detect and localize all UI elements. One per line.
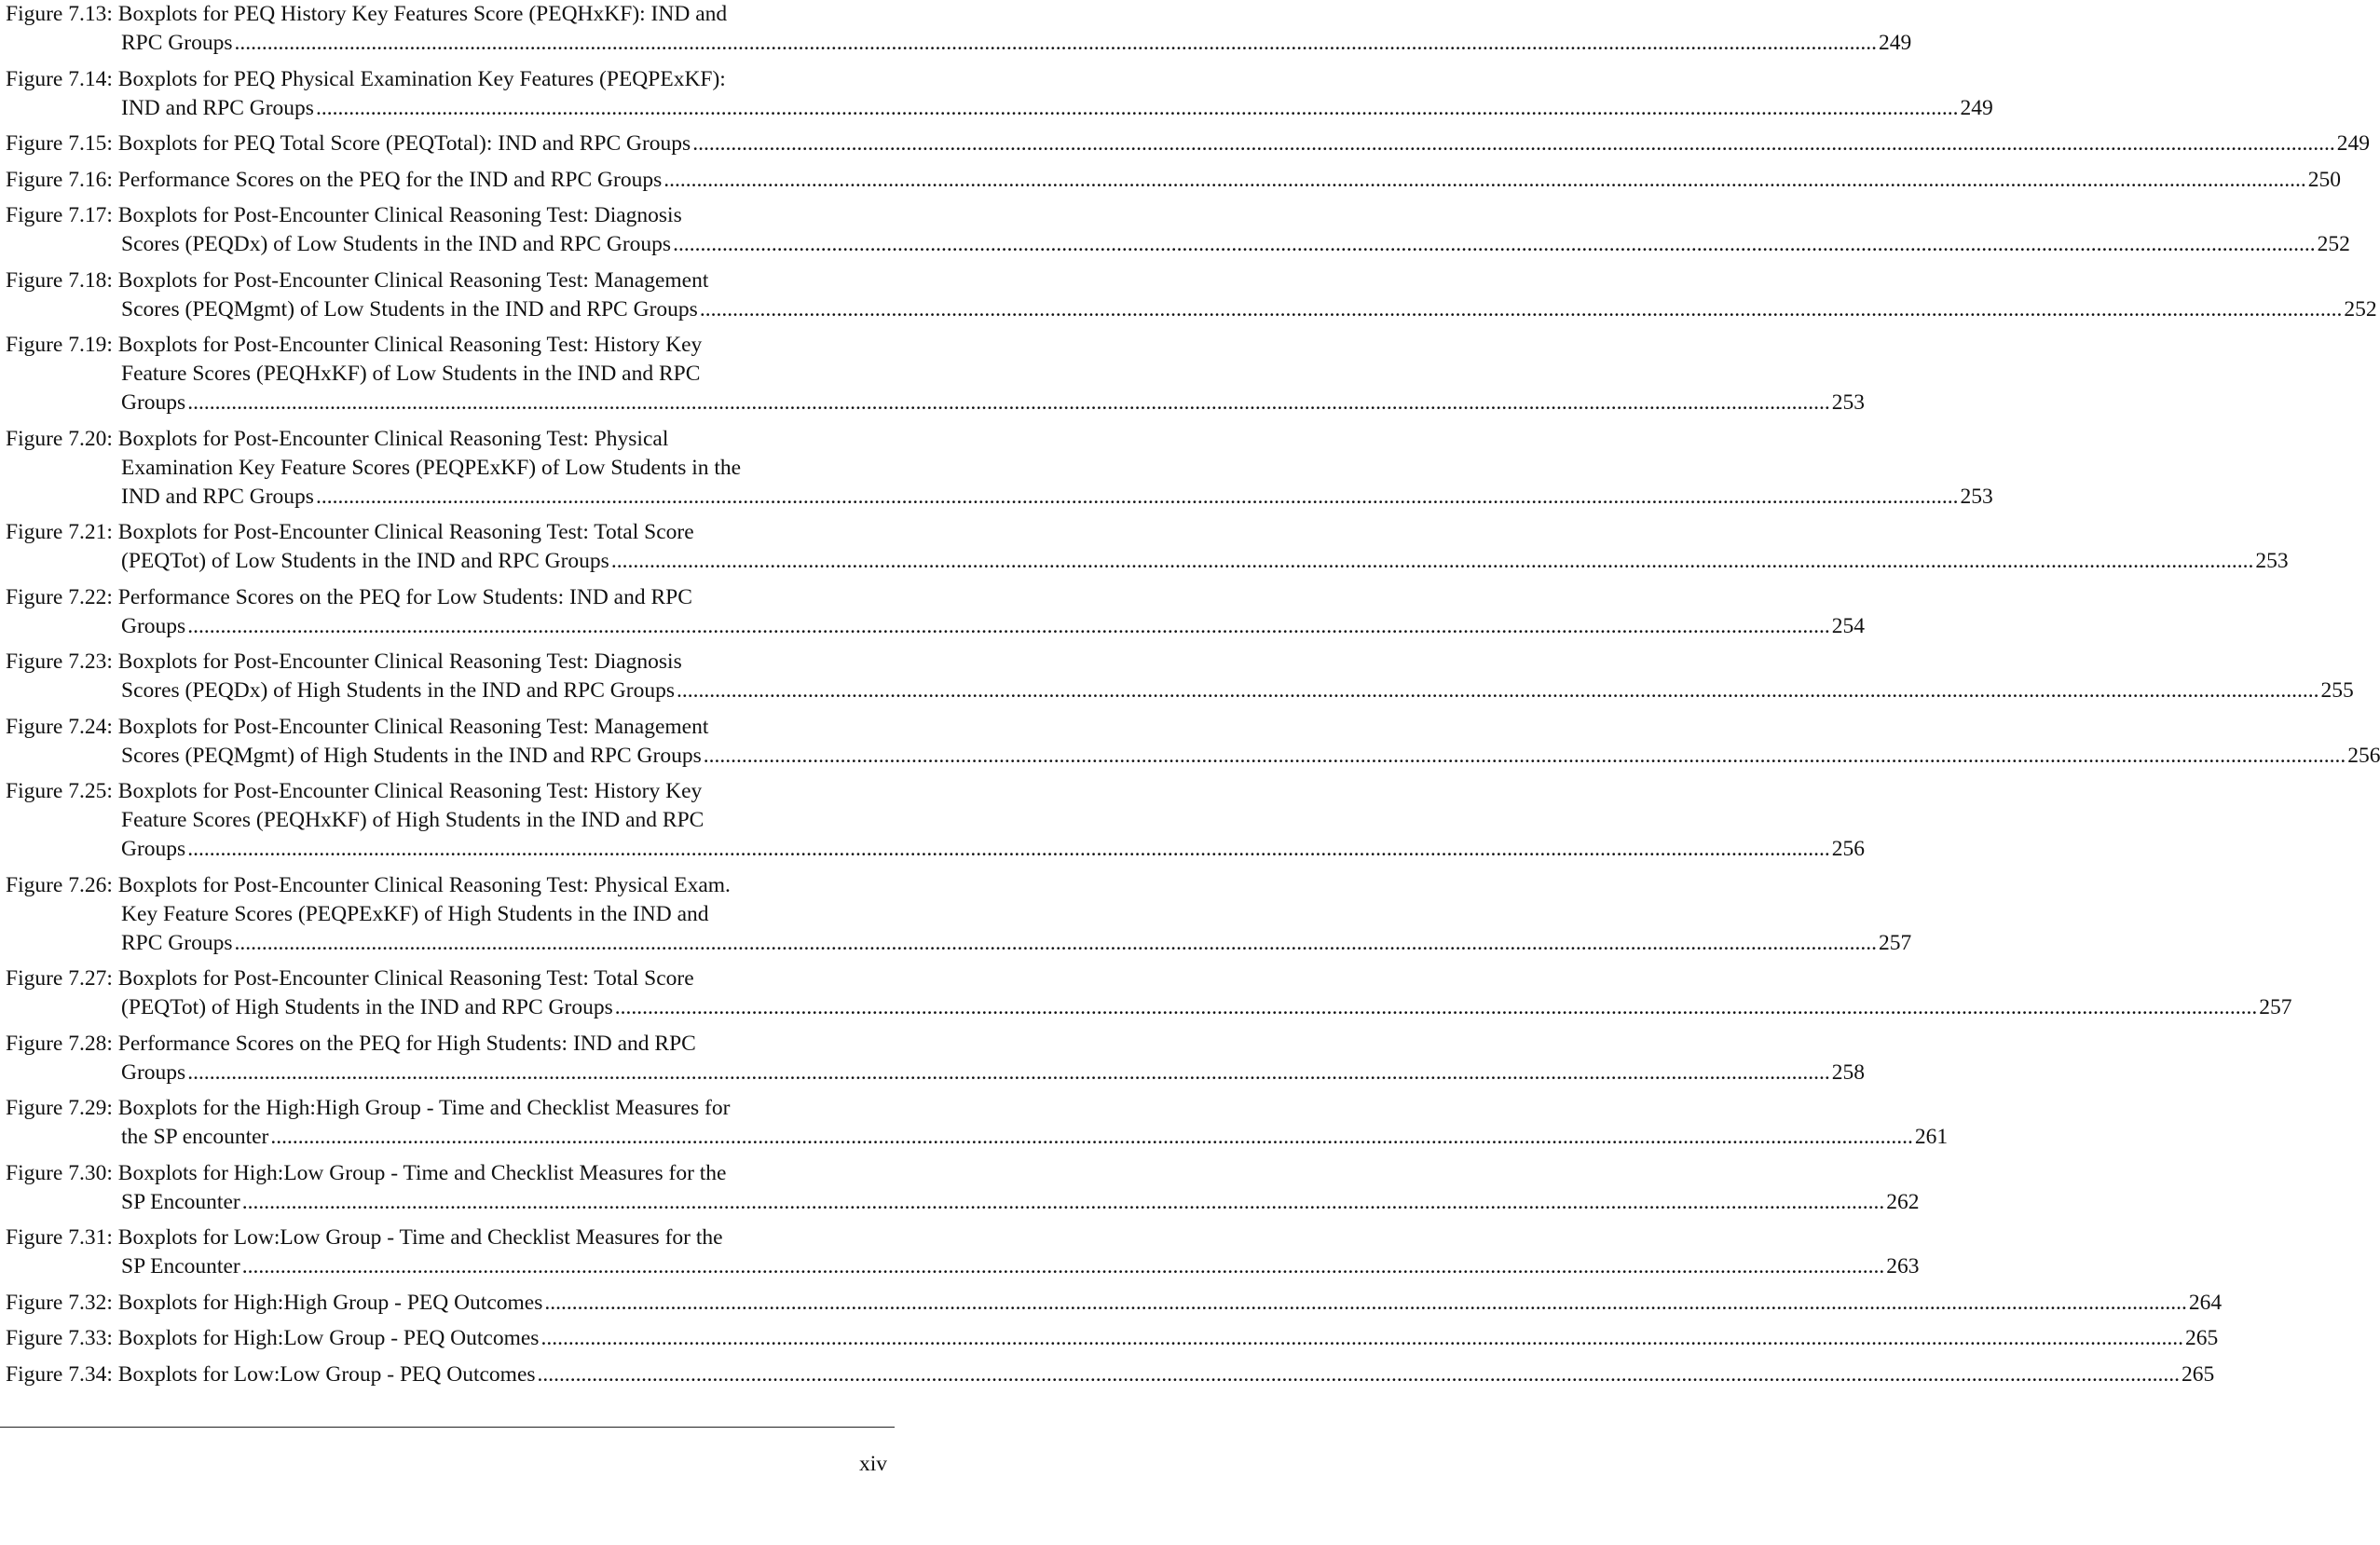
toc-entry-line [6,777,846,806]
figure-title-text: SP Encounter [121,1189,240,1214]
figure-title-text: Boxplots for Post-Encounter Clinical Reasoning Test: Total Score [117,520,694,544]
toc-entry-line [6,166,2341,195]
figure-title-text: Boxplots for Post-Encounter Clinical Reasoning Test: Diagnosis [117,649,682,674]
figure-label: Figure 7.22: [6,584,113,609]
figure-label: Figure 7.21: [6,520,113,544]
toc-entry[interactable] [6,713,2380,771]
entry-page-number: 252 [2317,232,2350,256]
toc-entry-line [6,130,2370,158]
figure-title-text: Boxplots for Post-Encounter Clinical Reasoning Test: Management [117,267,709,293]
entry-page-number: 263 [1886,1254,1920,1278]
entry-page-number: 254 [1831,613,1865,638]
figure-title-text: SP Encounter [121,1254,240,1278]
entry-page-number: 258 [1831,1060,1865,1085]
figure-title-text: Performance Scores on the PEQ for High Students: IND and RPC [117,1031,696,1056]
entry-page-number: 264 [2188,1290,2223,1315]
toc-entry[interactable] [6,166,2341,195]
dot-leader: ............................................................................................................................................................................................................................................................................................................ [692,131,2335,156]
toc-entry-line [6,425,846,454]
toc-entry[interactable] [6,1324,2219,1353]
toc-entry[interactable] [6,777,1865,864]
dot-leader: ............................................................................................................................................................................................................................................................................................................ [187,390,1830,415]
figure-title-text: Scores (PEQDx) of Low Students in the IND and RPC Groups [121,232,672,256]
toc-entry-line [6,518,846,547]
figure-label: Figure 7.13: [6,2,113,26]
dot-leader: ............................................................................................................................................................................................................................................................................................................ [315,95,1959,120]
figure-label: Figure 7.20: [6,426,113,451]
toc-entry-line [121,29,1912,58]
toc-entry[interactable] [6,201,2350,259]
toc-entry-line [6,331,846,360]
figure-title-text: (PEQTot) of High Students in the IND and RPC Groups [121,995,613,1019]
entry-page-number: 265 [2184,1326,2219,1350]
figure-title-text: Boxplots for Post-Encounter Clinical Reasoning Test: Management [117,714,709,739]
dot-leader: ............................................................................................................................................................................................................................................................................................................ [703,743,2346,768]
figure-title-text: Scores (PEQMgmt) of High Students in the IND and RPC Groups [121,743,702,768]
figure-title-text: Boxplots for the High:High Group - Time and Checklist Measures for [117,1096,731,1120]
toc-entry-line [6,1289,2223,1318]
toc-entry[interactable] [6,65,1993,123]
figure-title-text: RPC Groups [121,930,233,955]
toc-entry-line [121,677,2354,705]
dot-leader: ............................................................................................................................................................................................................................................................................................................ [699,296,2343,321]
entry-page-number: 252 [2344,296,2377,321]
figure-label: Figure 7.33: [6,1326,113,1350]
figure-title-text: Boxplots for High:High Group - PEQ Outcomes [117,1290,543,1315]
toc-entry[interactable] [6,1360,2215,1389]
dot-leader: ............................................................................................................................................................................................................................................................................................................ [537,1361,2181,1387]
toc-entry-line [121,1123,1949,1152]
toc-entry-line [121,483,1993,512]
toc-entry-line [6,1030,846,1059]
toc-entry[interactable] [6,267,2377,324]
entry-page-number: 261 [1914,1125,1949,1149]
toc-entry-line [121,295,2377,324]
figure-title-text: Performance Scores on the PEQ for the IND and RPC Groups [117,167,663,192]
figure-title-text: Key Feature Scores (PEQPExKF) of High Students in the IND and [121,901,709,926]
figure-label: Figure 7.24: [6,714,113,739]
toc-entry-line [6,201,846,230]
figure-label: Figure 7.25: [6,779,113,803]
toc-entry[interactable] [6,1094,1949,1152]
dot-leader: ............................................................................................................................................................................................................................................................................................................ [241,1189,1885,1214]
dot-leader: ............................................................................................................................................................................................................................................................................................................ [270,1125,1913,1149]
toc-entry[interactable] [6,518,2289,576]
dot-leader: ............................................................................................................................................................................................................................................................................................................ [187,837,1830,861]
toc-entry[interactable] [6,583,1865,641]
figure-label: Figure 7.28: [6,1031,113,1056]
toc-entry-line [121,929,1912,958]
figure-title-text: Boxplots for Post-Encounter Clinical Reasoning Test: Diagnosis [117,203,682,227]
toc-entry-line [121,806,846,835]
toc-entry-line [121,835,1865,864]
toc-entry[interactable] [6,871,1912,958]
toc-entry-line [6,964,846,993]
figure-title-text: Groups [121,1060,186,1085]
toc-entry-line [121,1188,1920,1217]
toc-entry-line [6,267,846,295]
entry-page-number: 256 [2347,743,2380,768]
dot-leader: ............................................................................................................................................................................................................................................................................................................ [610,549,2254,573]
entry-page-number: 249 [2336,131,2370,156]
toc-entry-line [121,742,2380,771]
toc-entry[interactable] [6,964,2292,1022]
figure-title-text: Performance Scores on the PEQ for Low Students: IND and RPC [117,584,692,609]
toc-entry-line [121,454,846,483]
toc-entry-line [6,871,846,900]
entry-page-number: 257 [1879,930,1912,955]
toc-entry-line [6,583,846,612]
dot-leader: ............................................................................................................................................................................................................................................................................................................ [663,167,2306,192]
figure-title-text: Groups [121,390,186,415]
figure-title-text: Boxplots for High:Low Group - PEQ Outcomes [117,1326,540,1350]
toc-entry-line [121,1252,1920,1281]
toc-entry[interactable] [6,425,1993,512]
toc-entry[interactable] [6,648,2354,705]
toc-entry-line [6,0,846,29]
figure-title-text: IND and RPC Groups [121,484,314,509]
figure-title-text: Boxplots for Post-Encounter Clinical Reasoning Test: Physical Exam. [117,872,731,897]
figure-label: Figure 7.17: [6,203,113,227]
entry-page-number: 262 [1886,1189,1920,1214]
dot-leader: ............................................................................................................................................................................................................................................................................................................ [187,1060,1830,1085]
toc-entry-line [6,1094,846,1123]
dot-leader: ............................................................................................................................................................................................................................................................................................................ [315,484,1959,509]
figure-label: Figure 7.29: [6,1096,113,1120]
footer-rule [0,1427,895,1428]
figure-title-text: Boxplots for PEQ Physical Examination Key Features (PEQPExKF): [117,66,726,91]
figure-title-text: Boxplots for Low:Low Group - PEQ Outcomes [117,1361,536,1387]
toc-entry-line [6,1360,2215,1389]
figure-title-text: IND and RPC Groups [121,95,314,120]
toc-entry-line [121,389,1865,417]
figure-label: Figure 7.27: [6,966,113,991]
toc-entry[interactable] [6,130,2370,158]
toc-entry-line [121,230,2350,259]
toc-entry-line [121,612,1865,641]
figure-label: Figure 7.30: [6,1160,113,1185]
figure-title-text: Boxplots for PEQ History Key Features Score (PEQHxKF): IND and [117,2,728,26]
toc-entry-line [121,94,1993,123]
figure-label: Figure 7.23: [6,649,113,674]
figure-title-text: Boxplots for Post-Encounter Clinical Reasoning Test: History Key [117,779,703,803]
dot-leader: ............................................................................................................................................................................................................................................................................................................ [540,1326,2183,1350]
figure-title-text: Boxplots for High:Low Group - Time and Checklist Measures for the [117,1160,727,1185]
entry-page-number: 253 [2255,549,2289,573]
toc-entry[interactable] [6,1224,1920,1281]
toc-entry-line [6,1224,846,1252]
figure-title-text: Boxplots for Low:Low Group - Time and Checklist Measures for the [117,1225,723,1250]
dot-leader: ............................................................................................................................................................................................................................................................................................................ [241,1254,1885,1278]
entry-page-number: 253 [1831,390,1865,415]
dot-leader: ............................................................................................................................................................................................................................................................................................................ [234,930,1877,955]
figure-label: Figure 7.14: [6,66,113,91]
figure-title-text: Examination Key Feature Scores (PEQPExKF) of Low Students in the [121,455,742,480]
toc-entry-line [121,547,2289,576]
toc-entry-line [6,1159,846,1188]
figure-title-text: Boxplots for Post-Encounter Clinical Reasoning Test: History Key [117,333,703,357]
figure-title-text: Groups [121,613,186,638]
figure-title-text: the SP encounter [121,1125,269,1149]
entry-page-number: 265 [2182,1361,2215,1387]
toc-entry-line [6,713,846,742]
dot-leader: ............................................................................................................................................................................................................................................................................................................ [544,1290,2187,1315]
dot-leader: ............................................................................................................................................................................................................................................................................................................ [234,31,1877,55]
toc-entry-line [121,360,846,389]
toc-entry[interactable] [6,1159,1920,1217]
toc-entry[interactable] [6,1030,1865,1087]
toc-entry-line [6,65,846,94]
dot-leader: ............................................................................................................................................................................................................................................................................................................ [677,678,2319,703]
figure-title-text: Scores (PEQDx) of High Students in the IND and RPC Groups [121,678,675,703]
toc-entry-line [121,1059,1865,1087]
figure-label: Figure 7.26: [6,872,113,897]
entry-page-number: 250 [2307,167,2341,192]
entry-page-number: 249 [1879,31,1912,55]
entry-page-number: 256 [1831,837,1865,861]
toc-entry-line [121,900,846,929]
figure-label: Figure 7.16: [6,167,113,192]
figure-label: Figure 7.32: [6,1290,113,1315]
toc-entry[interactable] [6,0,1912,58]
toc-entry[interactable] [6,1289,2223,1318]
entry-page-number: 249 [1960,95,1993,120]
page-number: xiv [858,1452,887,1476]
figure-title-text: Boxplots for Post-Encounter Clinical Reasoning Test: Physical [117,426,669,451]
figure-label: Figure 7.19: [6,333,113,357]
toc-entry[interactable] [6,331,1865,417]
figure-title-text: Feature Scores (PEQHxKF) of Low Students in the IND and RPC [121,362,701,386]
figure-label: Figure 7.15: [6,131,113,156]
figure-label: Figure 7.18: [6,267,113,293]
figure-title-text: RPC Groups [121,31,233,55]
dot-leader: ............................................................................................................................................................................................................................................................................................................ [673,232,2316,256]
toc-entry-line [121,993,2292,1022]
figure-title-text: Groups [121,837,186,861]
figure-title-text: Scores (PEQMgmt) of Low Students in the IND and RPC Groups [121,296,698,321]
dot-leader: ............................................................................................................................................................................................................................................................................................................ [187,613,1830,638]
toc-entry-line [6,648,846,677]
figure-title-text: Boxplots for PEQ Total Score (PEQTotal): IND and RPC Groups [117,131,691,156]
figure-title-text: (PEQTot) of Low Students in the IND and RPC Groups [121,549,609,573]
entry-page-number: 253 [1960,484,1993,509]
toc-entry-line [6,1324,2219,1353]
figure-title-text: Feature Scores (PEQHxKF) of High Students in the IND and RPC [121,808,704,832]
figure-label: Figure 7.34: [6,1361,113,1387]
entry-page-number: 257 [2259,995,2292,1019]
figure-label: Figure 7.31: [6,1225,113,1250]
dot-leader: ............................................................................................................................................................................................................................................................................................................ [614,995,2258,1019]
figure-title-text: Boxplots for Post-Encounter Clinical Reasoning Test: Total Score [117,966,694,991]
entry-page-number: 255 [2320,678,2354,703]
